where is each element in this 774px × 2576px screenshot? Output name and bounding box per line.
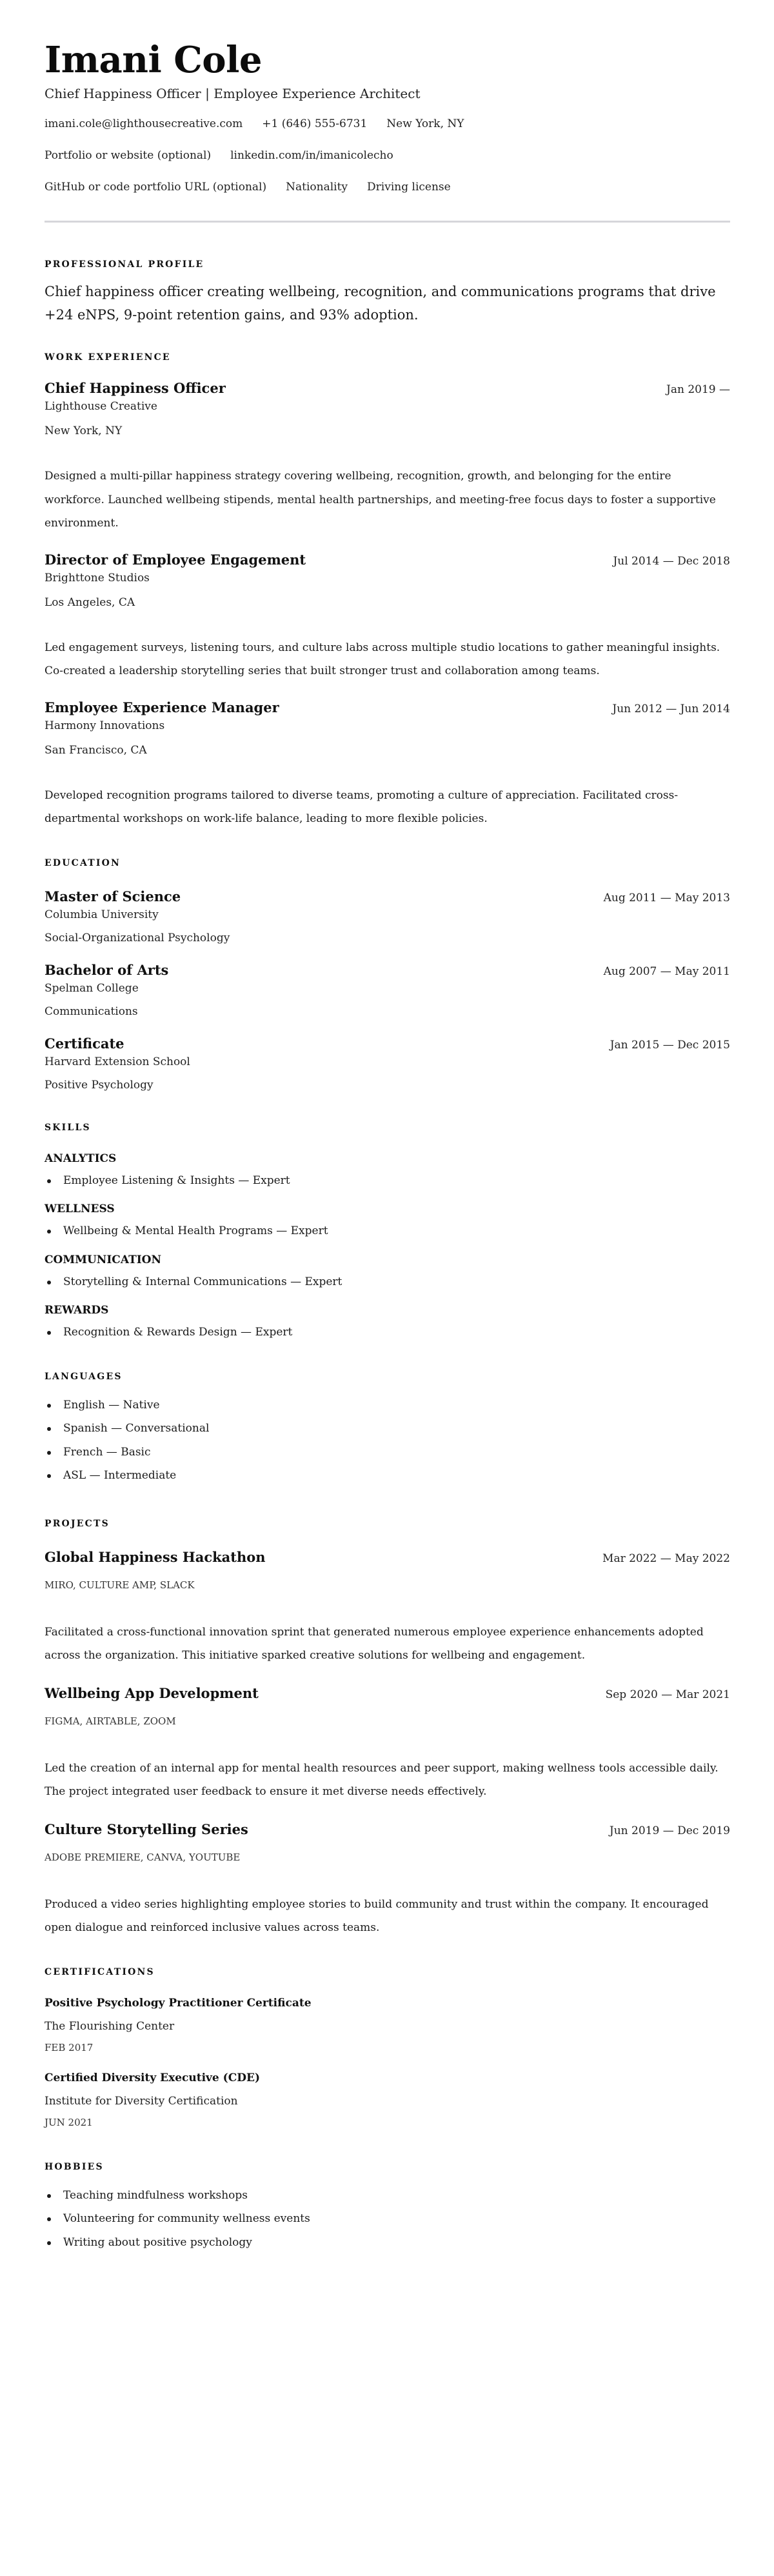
certification-name: Positive Psychology Practitioner Certificate xyxy=(45,1996,312,2010)
hobby-item: Teaching mindfulness workshops xyxy=(45,2184,730,2208)
job-dates: Jul 2014 — Dec 2018 xyxy=(613,554,730,568)
experience-entry xyxy=(45,699,730,831)
job-location: New York, NY xyxy=(45,424,123,437)
contact-linkedin[interactable]: linkedin.com/in/imanicolecho xyxy=(230,149,393,162)
job-description: Led engagement surveys, listening tours, and culture labs across multiple studio locations to gather meaningful insights. Co-created a leadership storytelling series that built stronger trust and collaboration among teams. xyxy=(45,641,720,677)
language-item: Spanish — Conversational xyxy=(45,1417,730,1441)
section-title-hobbies: HOBBIES xyxy=(45,2161,104,2172)
project-entry xyxy=(45,1821,730,1940)
skill-category xyxy=(45,1201,730,1243)
section-profile xyxy=(45,258,730,326)
job-title: Chief Happiness Officer xyxy=(45,380,226,396)
skill-category-name: ANALYTICS xyxy=(45,1152,117,1165)
candidate-headline: Chief Happiness Officer | Employee Experience Architect xyxy=(45,86,421,101)
section-languages xyxy=(45,1370,730,1488)
certification-entry xyxy=(45,1995,730,2055)
skill-item: Employee Listening & Insights — Expert xyxy=(45,1169,730,1193)
contact-github[interactable]: GitHub or code portfolio URL (optional) xyxy=(45,181,267,194)
project-dates: Mar 2022 — May 2022 xyxy=(602,1552,730,1565)
job-title: Employee Experience Manager xyxy=(45,699,279,715)
project-description: Facilitated a cross-functional innovation sprint that generated numerous employee experience enhancements adopted across the organization. This initiative sparked creative solutions for wellbeing and engagement. xyxy=(45,1625,704,1662)
job-dates: Jun 2012 — Jun 2014 xyxy=(612,702,730,715)
project-tech-stack: MIRO, CULTURE AMP, SLACK xyxy=(45,1579,195,1591)
project-entry xyxy=(45,1548,730,1668)
skill-category-name: REWARDS xyxy=(45,1304,109,1317)
section-projects xyxy=(45,1517,730,1940)
job-location: Los Angeles, CA xyxy=(45,595,135,609)
certification-issuer: Institute for Diversity Certification xyxy=(45,2094,238,2108)
language-item: ASL — Intermediate xyxy=(45,1464,730,1488)
job-title: Director of Employee Engagement xyxy=(45,551,306,568)
section-hobbies xyxy=(45,2161,730,2255)
project-entry xyxy=(45,1684,730,1804)
project-tech-stack: FIGMA, AIRTABLE, ZOOM xyxy=(45,1715,176,1727)
school: Spelman College xyxy=(45,981,139,995)
section-title-projects: PROJECTS xyxy=(45,1518,110,1529)
section-title-languages: LANGUAGES xyxy=(45,1371,123,1382)
degree: Master of Science xyxy=(45,888,181,904)
section-title-certifications: CERTIFICATIONS xyxy=(45,1966,155,1977)
degree: Certificate xyxy=(45,1035,124,1052)
skill-category xyxy=(45,1151,730,1193)
section-education xyxy=(45,857,730,1093)
experience-entry xyxy=(45,551,730,683)
field-of-study: Social-Organizational Psychology xyxy=(45,931,230,944)
education-dates: Aug 2011 — May 2013 xyxy=(603,891,730,904)
project-description: Led the creation of an internal app for mental health resources and peer support, making wellness tools accessible daily. The project integrated user feedback to ensure it met diverse needs effectively. xyxy=(45,1761,719,1798)
hobby-item: Writing about positive psychology xyxy=(45,2231,730,2255)
education-dates: Aug 2007 — May 2011 xyxy=(603,964,730,978)
profile-summary: Chief happiness officer creating wellbeing, recognition, and communications programs that drive +24 eNPS, 9-point retention gains, and 93% adoption. xyxy=(45,284,716,323)
job-company: Lighthouse Creative xyxy=(45,400,157,413)
section-title-education: EDUCATION xyxy=(45,857,121,868)
project-dates: Sep 2020 — Mar 2021 xyxy=(605,1688,730,1701)
header-divider xyxy=(45,221,730,223)
degree: Bachelor of Arts xyxy=(45,961,169,978)
contact-location: New York, NY xyxy=(386,117,464,130)
hobby-item: Volunteering for community wellness events xyxy=(45,2207,730,2231)
certification-date: JUN 2021 xyxy=(45,2116,93,2128)
job-company: Harmony Innovations xyxy=(45,719,165,732)
certification-issuer: The Flourishing Center xyxy=(45,2019,175,2033)
skill-item: Wellbeing & Mental Health Programs — Expert xyxy=(45,1219,730,1243)
school: Columbia University xyxy=(45,908,159,921)
skill-item: Recognition & Rewards Design — Expert xyxy=(45,1321,730,1344)
project-dates: Jun 2019 — Dec 2019 xyxy=(609,1824,730,1837)
contact-nationality: Nationality xyxy=(286,181,348,194)
contact-email[interactable]: imani.cole@lighthousecreative.com xyxy=(45,117,243,130)
education-entry xyxy=(45,888,730,946)
language-item: English — Native xyxy=(45,1393,730,1417)
school: Harvard Extension School xyxy=(45,1055,190,1068)
certification-entry xyxy=(45,2070,730,2130)
section-experience xyxy=(45,351,730,831)
section-title-skills: SKILLS xyxy=(45,1122,91,1133)
education-entry xyxy=(45,1035,730,1093)
resume-header xyxy=(45,37,730,195)
project-name: Global Happiness Hackathon xyxy=(45,1548,266,1565)
field-of-study: Communications xyxy=(45,1004,138,1018)
project-name: Culture Storytelling Series xyxy=(45,1821,248,1837)
section-title-profile: PROFESSIONAL PROFILE xyxy=(45,259,204,270)
section-skills xyxy=(45,1121,730,1344)
contact-driving-license: Driving license xyxy=(367,181,451,194)
project-tech-stack: ADOBE PREMIERE, CANVA, YOUTUBE xyxy=(45,1851,241,1863)
skill-item: Storytelling & Internal Communications — Expert xyxy=(45,1270,730,1294)
project-description: Produced a video series highlighting employee stories to build community and trust within the company. It encouraged open dialogue and reinforced inclusive values across teams. xyxy=(45,1897,709,1934)
experience-entry xyxy=(45,379,730,535)
language-item: French — Basic xyxy=(45,1441,730,1464)
contact-row-links xyxy=(45,148,730,163)
job-description: Designed a multi-pillar happiness strategy covering wellbeing, recognition, growth, and belonging for the entire workforce. Launched wellbeing stipends, mental health partnerships, and meeting-free focus days to foster a supportive environment. xyxy=(45,470,716,530)
contact-row-extra xyxy=(45,179,730,195)
skill-category xyxy=(45,1303,730,1344)
contact-portfolio[interactable]: Portfolio or website (optional) xyxy=(45,149,212,162)
skill-category-name: WELLNESS xyxy=(45,1203,115,1215)
education-entry xyxy=(45,961,730,1019)
candidate-name: Imani Cole xyxy=(45,39,263,81)
field-of-study: Positive Psychology xyxy=(45,1078,154,1092)
job-dates: Jan 2019 — xyxy=(666,383,730,396)
skill-category xyxy=(45,1252,730,1294)
job-description: Developed recognition programs tailored to diverse teams, promoting a culture of appreciation. Facilitated cross-departmental workshops on work-life balance, leading to more flexible policies. xyxy=(45,788,679,825)
job-company: Brighttone Studios xyxy=(45,571,150,584)
contact-row-primary xyxy=(45,116,730,132)
contact-phone[interactable]: +1 (646) 555-6731 xyxy=(262,117,368,130)
certification-name: Certified Diversity Executive (CDE) xyxy=(45,2071,260,2084)
section-title-experience: WORK EXPERIENCE xyxy=(45,352,171,363)
education-dates: Jan 2015 — Dec 2015 xyxy=(610,1038,730,1052)
certification-date: FEB 2017 xyxy=(45,2041,94,2053)
skill-category-name: COMMUNICATION xyxy=(45,1253,162,1266)
section-certifications xyxy=(45,1966,730,2130)
job-location: San Francisco, CA xyxy=(45,743,147,757)
project-name: Wellbeing App Development xyxy=(45,1684,259,1701)
